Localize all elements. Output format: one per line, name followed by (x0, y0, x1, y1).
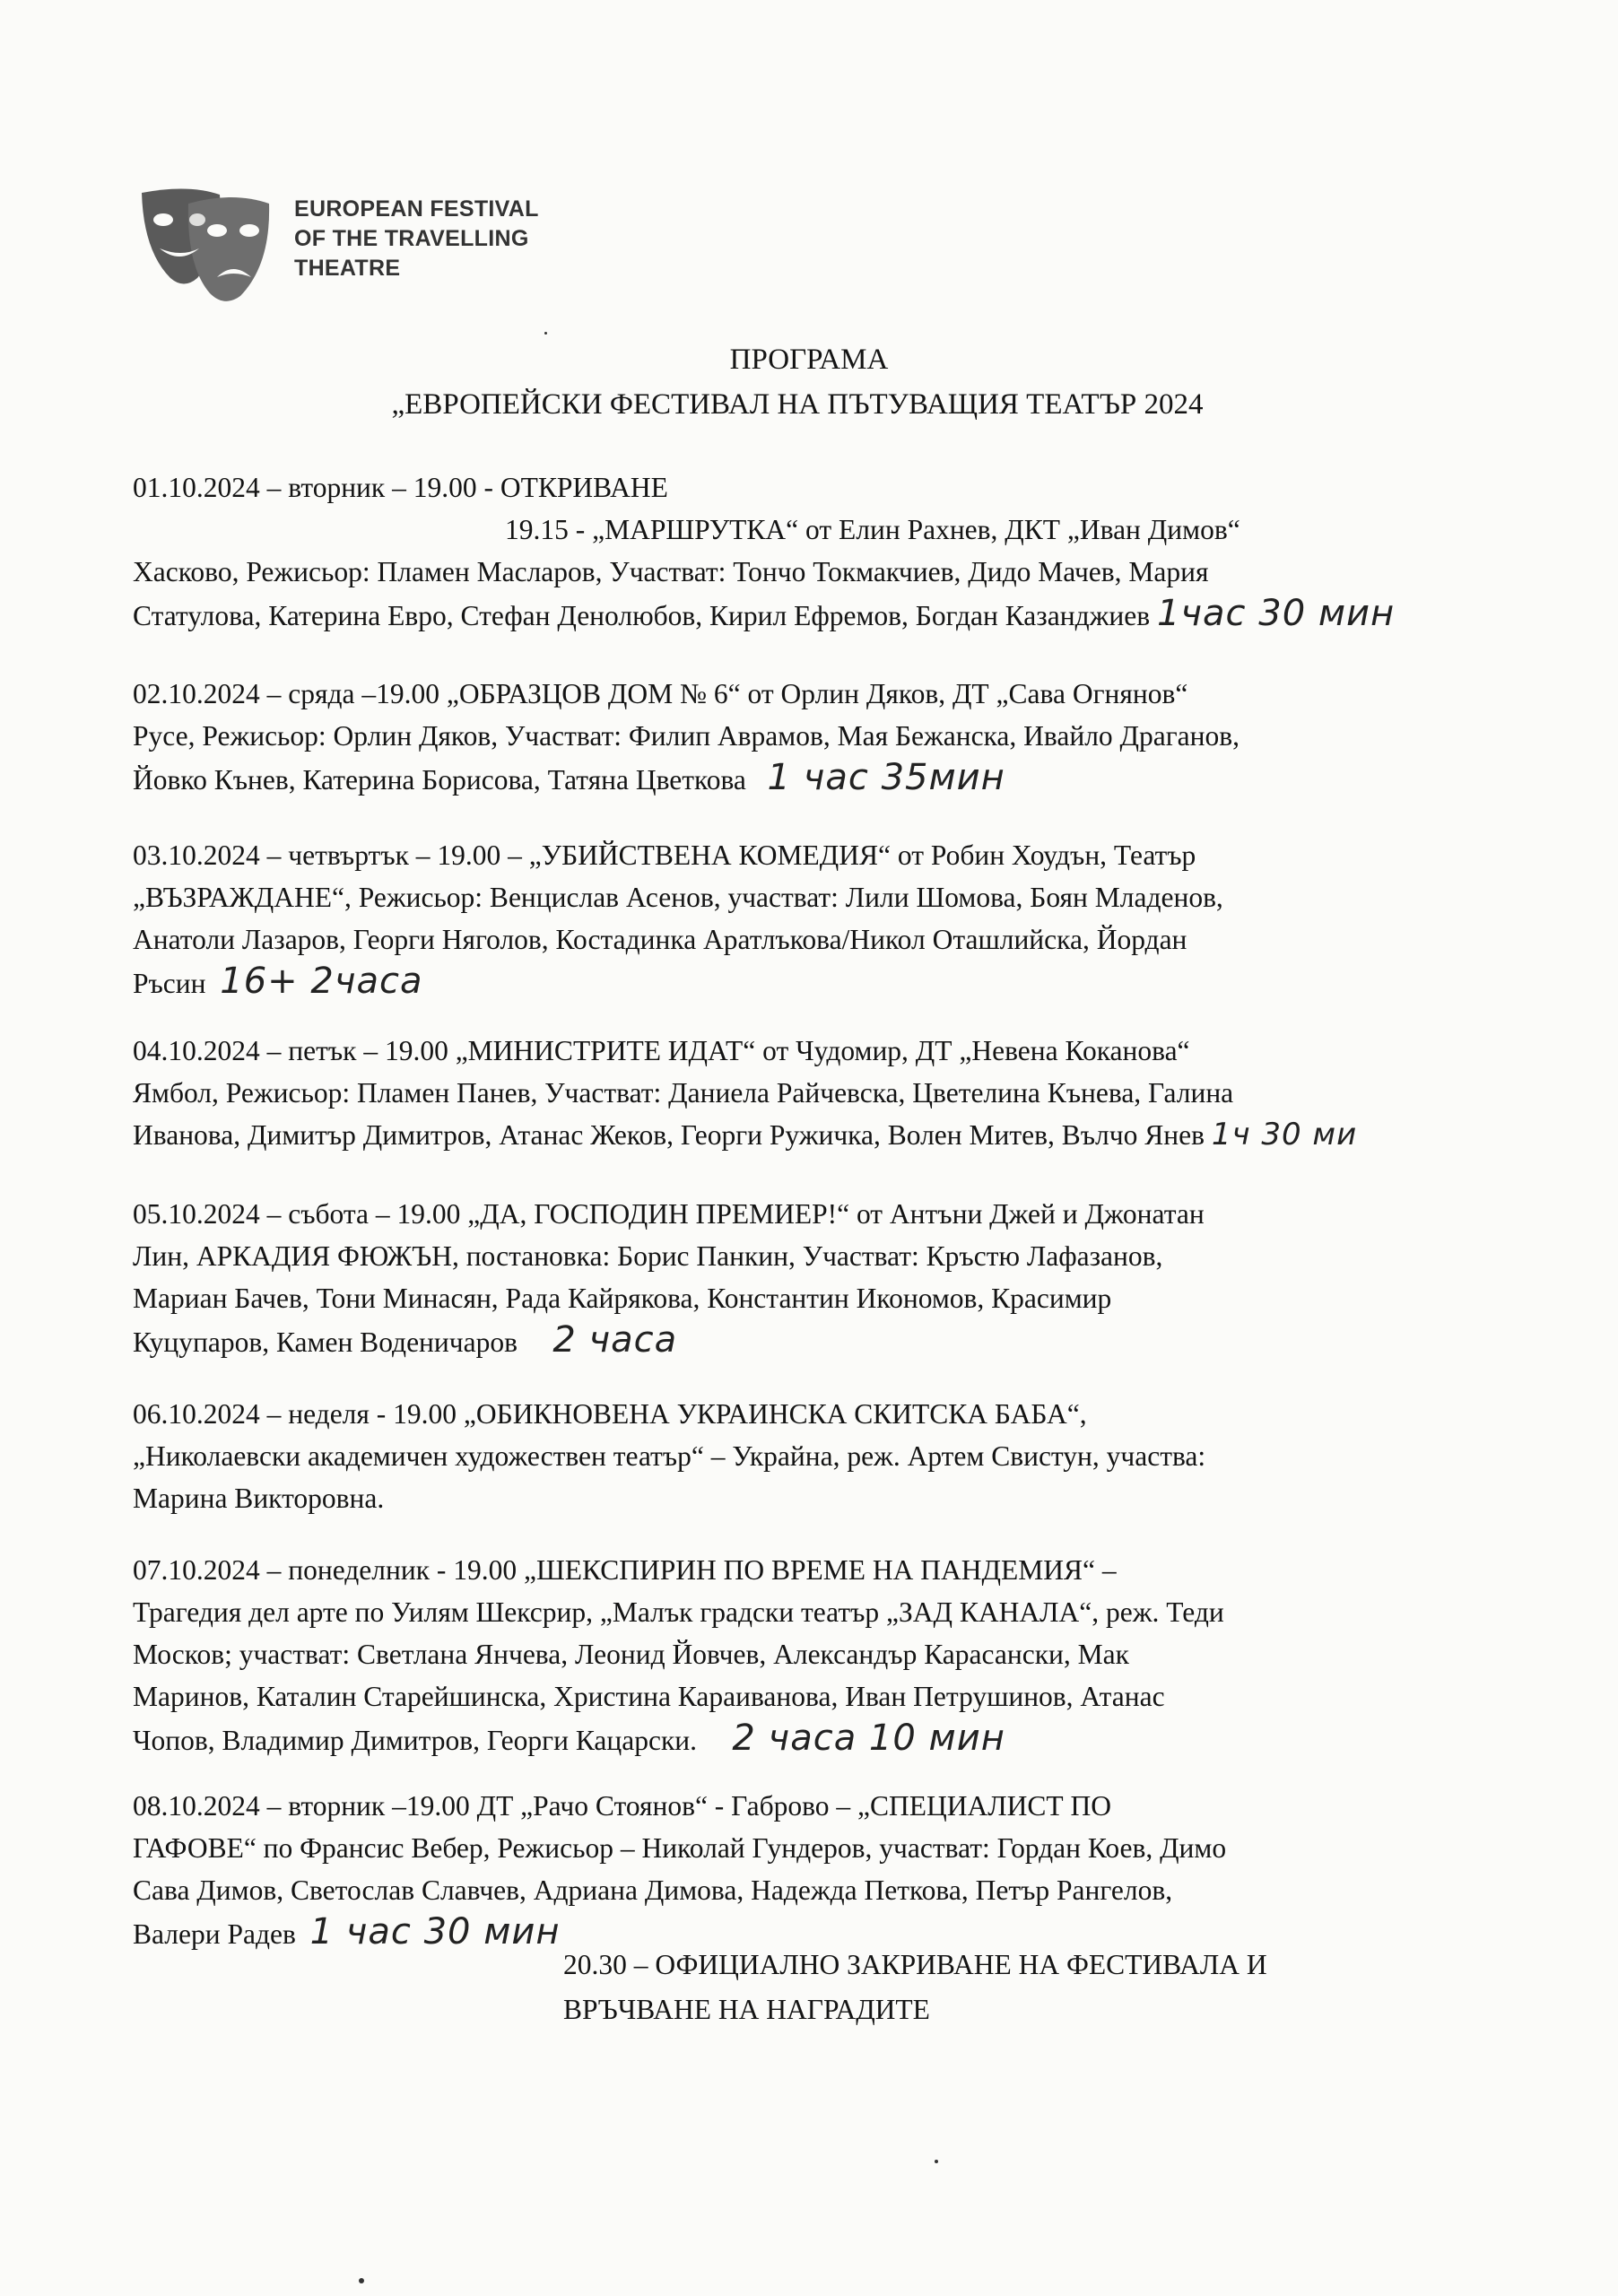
entry-line: „ВЪЗРАЖДАНЕ“, Режисьор: Венцислав Асенов, участват: Лили Шомова, Боян Младенов, (133, 882, 1223, 913)
handwritten-duration: 2 часа (552, 1319, 678, 1361)
entry-line: 03.10.2024 – четвъртък – 19.00 – „УБИЙСТВЕНА КОМЕДИЯ“ от Робин Хоудън, Театър (133, 839, 1196, 871)
program-title (0, 337, 1618, 427)
entry-line: Ямбол, Режисьор: Пламен Панев, Участват: Даниела Райчевска, Цветелина Кънева, Галина (133, 1077, 1234, 1109)
title-line-1: ПРОГРАМА (729, 344, 889, 376)
entry-line: Йовко Кънев, Катерина Борисова, Татяна Цветкова 1 час 35мин (133, 757, 1005, 798)
handwritten-duration: 1 час 35мин (767, 757, 1005, 798)
entry-line: Иванова, Димитър Димитров, Атанас Жеков, Георги Ружичка, Волен Митев, Вълчо Янев 1ч 30 ми (133, 1117, 1358, 1152)
program-entry (133, 1193, 1501, 1363)
program-entry (133, 1549, 1501, 1761)
entry-line: Анатоли Лазаров, Георги Няголов, Костадинка Аратлъкова/Никол Оташлийска, Йордан (133, 924, 1187, 955)
logo-text (294, 195, 539, 283)
entry-line: Русе, Режисьор: Орлин Дяков, Участват: Филип Аврамов, Мая Бежанска, Ивайло Драганов, (133, 720, 1240, 752)
title-line-2: „ЕВРОПЕЙСКИ ФЕСТИВАЛ НА ПЪТУВАЩИЯ ТЕАТЪР 2024 (391, 388, 1204, 421)
entry-line: Марина Викторовна. (133, 1483, 385, 1514)
handwritten-duration: 1ч 30 ми (1211, 1117, 1358, 1152)
scan-speck (935, 2160, 938, 2163)
entry-line: Сава Димов, Светослав Славчев, Адриана Димова, Надежда Петкова, Петър Рангелов, (133, 1874, 1173, 1906)
entry-line: Куцупаров, Камен Воденичаров 2 часа (133, 1319, 678, 1361)
closing-line-2: ВРЪЧВАНЕ НА НАГРАДИТЕ (563, 1994, 930, 2025)
entry-line: 06.10.2024 – неделя - 19.00 „ОБИКНОВЕНА УКРАИНСКА СКИТСКА БАБА“, (133, 1398, 1087, 1430)
program-entry (133, 1785, 1501, 1955)
program-entry (133, 834, 1501, 1004)
entry-line: „Николаевски академичен художествен театър“ – Украйна, реж. Артем Свистун, участва: (133, 1440, 1206, 1472)
entry-line: Валери Радев 1 час 30 мин (133, 1911, 561, 1952)
closing-ceremony (563, 1943, 1267, 2032)
entry-line: Москов; участват: Светлана Янчева, Леонид Йовчев, Александър Карасански, Мак (133, 1639, 1129, 1670)
entry-line: Мариан Бачев, Тони Минасян, Рада Кайрякова, Константин Икономов, Красимир (133, 1283, 1112, 1314)
festival-logo (135, 184, 547, 309)
entry-line: 02.10.2024 – сряда –19.00 „ОБРАЗЦОВ ДОМ № 6“ от Орлин Дяков, ДТ „Сава Огнянов“ (133, 678, 1188, 709)
entry-line: 08.10.2024 – вторник –19.00 ДТ „Рачо Стоянов“ - Габрово – „СПЕЦИАЛИСТ ПО (133, 1790, 1111, 1822)
program-entry (133, 673, 1501, 801)
entry-line: 07.10.2024 – понеделник - 19.00 „ШЕКСПИРИН ПО ВРЕМЕ НА ПАНДЕМИЯ“ – (133, 1554, 1117, 1586)
handwritten-note: 16+ 2часа (220, 961, 423, 1002)
entry-line: 01.10.2024 – вторник – 19.00 - ОТКРИВАНЕ (133, 472, 668, 503)
entry-line: Трагедия дел арте по Уилям Шексрир, „Малък градски театър „ЗАД КАНАЛА“, реж. Теди (133, 1596, 1224, 1628)
logo-line-2: OF THE TRAVELLING (294, 226, 529, 251)
entry-line: 05.10.2024 – събота – 19.00 „ДА, ГОСПОДИН ПРЕМИЕР!“ от Антъни Джей и Джонатан (133, 1198, 1205, 1230)
logo-line-3: THEATRE (294, 256, 401, 281)
entry-line: Ръсин 16+ 2часа (133, 961, 423, 1002)
program-entry (133, 466, 1501, 637)
entry-line: 04.10.2024 – петък – 19.00 „МИНИСТРИТЕ ИДАТ“ от Чудомир, ДТ „Невена Коканова“ (133, 1035, 1190, 1066)
handwritten-duration: 1 час 30 мин (309, 1911, 561, 1952)
program-entry (133, 1393, 1501, 1519)
theatre-masks-icon (135, 184, 278, 309)
entry-line: Чопов, Владимир Димитров, Георги Кацарски. 2 часа 10 мин (133, 1718, 1005, 1759)
entry-line: ГАФОВЕ“ по Франсис Вебер, Режисьор – Николай Гундеров, участват: Гордан Коев, Димо (133, 1832, 1227, 1864)
program-entry (133, 1030, 1501, 1156)
logo-line-1: EUROPEAN FESTIVAL (294, 196, 539, 222)
handwritten-duration: 2 часа 10 мин (732, 1718, 1005, 1759)
scan-speck (544, 332, 547, 335)
closing-line-1: 20.30 – ОФИЦИАЛНО ЗАКРИВАНЕ НА ФЕСТИВАЛА И (563, 1949, 1267, 1980)
entry-line: Маринов, Каталин Старейшинска, Христина Караиванова, Иван Петрушинов, Атанас (133, 1681, 1165, 1712)
entry-line: Хасково, Режисьор: Пламен Масларов, Участват: Тончо Токмакчиев, Дидо Мачев, Мария (133, 556, 1209, 587)
handwritten-duration: 1час 30 мин (1156, 593, 1396, 634)
scan-speck (359, 2278, 364, 2283)
entry-line: Лин, АРКАДИЯ ФЮЖЪН, постановка: Борис Панкин, Участват: Кръстю Лафазанов, (133, 1240, 1163, 1272)
entry-line: 19.15 - „МАРШРУТКА“ от Елин Рахнев, ДКТ „Иван Димов“ (505, 514, 1240, 545)
entry-line: Статулова, Катерина Евро, Стефан Денолюбов, Кирил Ефремов, Богдан Казанджиев 1час 30 мин (133, 593, 1396, 634)
